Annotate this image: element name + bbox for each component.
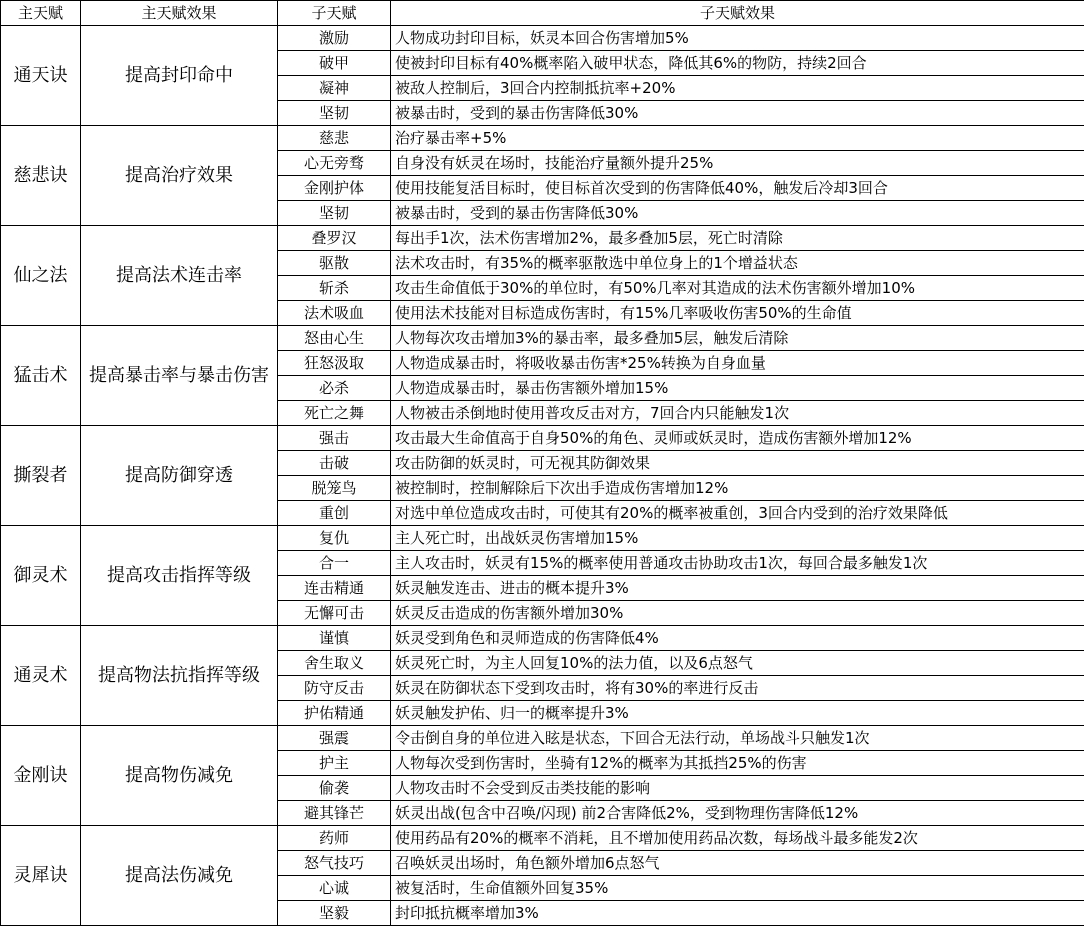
table-row [1,326,1084,351]
sub-talent-effect-cell: 被暴击时，受到的暴击伤害降低30% [391,201,1084,226]
sub-talent-effect-cell: 妖灵出战(包含中召唤/闪现) 前2合害降低2%，受到物理伤害降低12% [391,801,1084,826]
sub-talent-cell: 护主 [278,751,391,776]
sub-talent-effect-cell: 人物攻击时不会受到反击类技能的影响 [391,776,1084,801]
main-talent-cell: 猛击术 [1,326,81,426]
sub-talent-effect-cell: 被控制时，控制解除后下次出手造成伤害增加12% [391,476,1084,501]
sub-talent-effect-cell: 主人死亡时，出战妖灵伤害增加15% [391,526,1084,551]
sub-talent-cell: 心诚 [278,876,391,901]
main-talent-effect-cell: 提高治疗效果 [81,126,278,226]
main-talent-cell: 通天诀 [1,26,81,126]
sub-talent-effect-cell: 使用药品有20%的概率不消耗，且不增加使用药品次数，每场战斗最多能发2次 [391,826,1084,851]
header-sub-effect: 子天赋效果 [391,1,1084,26]
sub-talent-cell: 心无旁骛 [278,151,391,176]
sub-talent-effect-cell: 被复活时，生命值额外回复35% [391,876,1084,901]
sub-talent-cell: 谨慎 [278,626,391,651]
main-talent-effect-cell: 提高物法抗指挥等级 [81,626,278,726]
sub-talent-cell: 重创 [278,501,391,526]
table-body [1,26,1084,926]
header-main: 主天赋 [1,1,81,26]
main-talent-cell: 慈悲诀 [1,126,81,226]
table-row [1,826,1084,851]
sub-talent-effect-cell: 攻击最大生命值高于自身50%的角色、灵师或妖灵时，造成伤害额外增加12% [391,426,1084,451]
sub-talent-effect-cell: 妖灵受到角色和灵师造成的伤害降低4% [391,626,1084,651]
sub-talent-effect-cell: 召唤妖灵出场时，角色额外增加6点怒气 [391,851,1084,876]
sub-talent-effect-cell: 人物被击杀倒地时使用普攻反击对方，7回合内只能触发1次 [391,401,1084,426]
table-row [1,226,1084,251]
sub-talent-effect-cell: 被暴击时，受到的暴击伤害降低30% [391,101,1084,126]
sub-talent-cell: 狂怒汲取 [278,351,391,376]
sub-talent-effect-cell: 人物造成暴击时，将吸收暴击伤害*25%转换为自身血量 [391,351,1084,376]
sub-talent-effect-cell: 使用法术技能对目标造成伤害时，有15%几率吸收伤害50%的生命值 [391,301,1084,326]
main-talent-effect-cell: 提高封印命中 [81,26,278,126]
sub-talent-effect-cell: 使用技能复活目标时，使目标首次受到的伤害降低40%，触发后冷却3回合 [391,176,1084,201]
sub-talent-effect-cell: 自身没有妖灵在场时，技能治疗量额外提升25% [391,151,1084,176]
table-row [1,126,1084,151]
sub-talent-cell: 叠罗汉 [278,226,391,251]
sub-talent-effect-cell: 对选中单位造成攻击时，可使其有20%的概率被重创，3回合内受到的治疗效果降低 [391,501,1084,526]
sub-talent-cell: 避其锋芒 [278,801,391,826]
main-talent-effect-cell: 提高防御穿透 [81,426,278,526]
table-row [1,526,1084,551]
main-talent-effect-cell: 提高攻击指挥等级 [81,526,278,626]
sub-talent-effect-cell: 妖灵反击造成的伤害额外增加30% [391,601,1084,626]
header-row [1,1,1084,26]
sub-talent-cell: 强击 [278,426,391,451]
sub-talent-cell: 合一 [278,551,391,576]
sub-talent-cell: 怒由心生 [278,326,391,351]
sub-talent-cell: 必杀 [278,376,391,401]
sub-talent-cell: 防守反击 [278,676,391,701]
table-row [1,426,1084,451]
sub-talent-effect-cell: 被敌人控制后，3回合内控制抵抗率+20% [391,76,1084,101]
sub-talent-effect-cell: 人物每次攻击增加3%的暴击率，最多叠加5层，触发后清除 [391,326,1084,351]
sub-talent-effect-cell: 封印抵抗概率增加3% [391,901,1084,926]
sub-talent-cell: 凝神 [278,76,391,101]
main-talent-effect-cell: 提高物伤减免 [81,726,278,826]
sub-talent-effect-cell: 法术攻击时，有35%的概率驱散选中单位身上的1个增益状态 [391,251,1084,276]
sub-talent-cell: 偷袭 [278,776,391,801]
sub-talent-cell: 驱散 [278,251,391,276]
sub-talent-cell: 击破 [278,451,391,476]
main-talent-cell: 仙之法 [1,226,81,326]
table-row [1,626,1084,651]
sub-talent-effect-cell: 人物造成暴击时，暴击伤害额外增加15% [391,376,1084,401]
sub-talent-cell: 坚韧 [278,101,391,126]
sub-talent-effect-cell: 人物成功封印目标，妖灵本回合伤害增加5% [391,26,1084,51]
sub-talent-cell: 金刚护体 [278,176,391,201]
main-talent-cell: 灵犀诀 [1,826,81,926]
table-row [1,26,1084,51]
main-talent-cell: 金刚诀 [1,726,81,826]
sub-talent-cell: 斩杀 [278,276,391,301]
main-talent-cell: 撕裂者 [1,426,81,526]
sub-talent-cell: 无懈可击 [278,601,391,626]
sub-talent-effect-cell: 妖灵触发护佑、归一的概率提升3% [391,701,1084,726]
sub-talent-effect-cell: 令击倒自身的单位进入眩是状态，下回合无法行动，单场战斗只触发1次 [391,726,1084,751]
sub-talent-effect-cell: 攻击生命值低于30%的单位时，有50%几率对其造成的法术伤害额外增加10% [391,276,1084,301]
sub-talent-effect-cell: 妖灵在防御状态下受到攻击时，将有30%的率进行反击 [391,676,1084,701]
sub-talent-cell: 怒气技巧 [278,851,391,876]
sub-talent-effect-cell: 每出手1次，法术伤害增加2%，最多叠加5层，死亡时清除 [391,226,1084,251]
sub-talent-cell: 强震 [278,726,391,751]
sub-talent-cell: 护佑精通 [278,701,391,726]
table-row [1,726,1084,751]
sub-talent-effect-cell: 人物每次受到伤害时，坐骑有12%的概率为其抵挡25%的伤害 [391,751,1084,776]
sub-talent-cell: 法术吸血 [278,301,391,326]
sub-talent-effect-cell: 使被封印目标有40%概率陷入破甲状态，降低其6%的物防，持续2回合 [391,51,1084,76]
sub-talent-cell: 坚韧 [278,201,391,226]
main-talent-effect-cell: 提高暴击率与暴击伤害 [81,326,278,426]
sub-talent-effect-cell: 主人攻击时，妖灵有15%的概率使用普通攻击协助攻击1次，每回合最多触发1次 [391,551,1084,576]
main-talent-cell: 御灵术 [1,526,81,626]
sub-talent-effect-cell: 妖灵触发连击、进击的概本提升3% [391,576,1084,601]
sub-talent-effect-cell: 妖灵死亡时，为主人回复10%的法力值，以及6点怒气 [391,651,1084,676]
sub-talent-cell: 激励 [278,26,391,51]
header-sub: 子天赋 [278,1,391,26]
main-talent-effect-cell: 提高法术连击率 [81,226,278,326]
sub-talent-cell: 药师 [278,826,391,851]
sub-talent-effect-cell: 治疗暴击率+5% [391,126,1084,151]
sub-talent-cell: 舍生取义 [278,651,391,676]
sub-talent-cell: 死亡之舞 [278,401,391,426]
sub-talent-cell: 复仇 [278,526,391,551]
header-main-effect: 主天赋效果 [81,1,278,26]
sub-talent-effect-cell: 攻击防御的妖灵时，可无视其防御效果 [391,451,1084,476]
main-talent-effect-cell: 提高法伤减免 [81,826,278,926]
main-talent-cell: 通灵术 [1,626,81,726]
sub-talent-cell: 慈悲 [278,126,391,151]
sub-talent-cell: 破甲 [278,51,391,76]
sub-talent-cell: 连击精通 [278,576,391,601]
sub-talent-cell: 脱笼鸟 [278,476,391,501]
sub-talent-cell: 坚毅 [278,901,391,926]
